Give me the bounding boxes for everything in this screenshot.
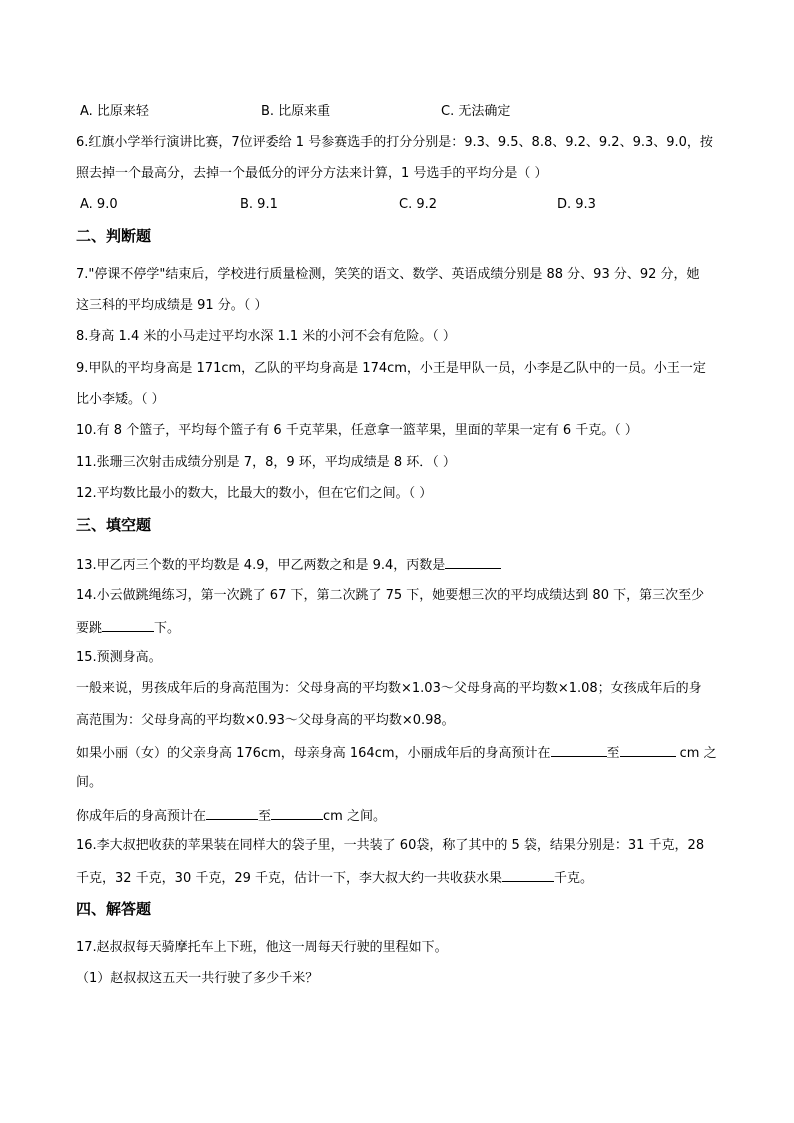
q14-text-a: 要跳 bbox=[76, 621, 103, 636]
q5-option-a: A. 比原来轻 bbox=[80, 104, 149, 119]
q15-line-2: 高范围为：父母身高的平均数×0.93～父母身高的平均数×0.98。 bbox=[76, 713, 455, 728]
q14-answer-blank[interactable] bbox=[102, 618, 154, 632]
q15-blank-3[interactable] bbox=[206, 806, 258, 820]
q15-blank-4[interactable] bbox=[271, 806, 323, 820]
q15-text-b: 至 bbox=[606, 746, 620, 761]
q15-line-3 bbox=[76, 743, 717, 763]
q6-option-d: D. 9.3 bbox=[557, 197, 596, 212]
q10-text: 10.有 8 个篮子，平均每个篮子有 6 千克苹果，任意拿一篮苹果，里面的苹果一定有 6 千克。（ ） bbox=[76, 423, 638, 438]
q6-options bbox=[0, 196, 794, 214]
q17-sub-1: （1）赵叔叔这五天一共行驶了多少千米？ bbox=[76, 971, 319, 986]
q13-answer-blank[interactable] bbox=[445, 555, 501, 569]
q15-text-a: 如果小丽（女）的父亲身高 176cm，母亲身高 164cm，小丽成年后的身高预计在 bbox=[76, 746, 551, 761]
q13-text: 13.甲乙丙三个数的平均数是 4.9，甲乙两数之和是 9.4，丙数是 bbox=[76, 558, 446, 573]
q13-line bbox=[76, 555, 501, 575]
q5-option-b: B. 比原来重 bbox=[261, 104, 331, 119]
q6-line-1: 6.红旗小学举行演讲比赛，7位评委给 1 号参赛选手的打分分别是：9.3、9.5、8.8、9.2、9.2、9.3、9.0，按 bbox=[76, 135, 713, 150]
q15-text-c: cm 之 bbox=[675, 746, 717, 761]
q14-line-2 bbox=[76, 618, 180, 638]
q11-text: 11.张珊三次射击成绩分别是 7，8，9 环，平均成绩是 8 环．（ ） bbox=[76, 455, 456, 470]
q6-option-b: B. 9.1 bbox=[240, 197, 278, 212]
q15-blank-2[interactable] bbox=[620, 743, 676, 757]
q15-text-f: cm 之间。 bbox=[323, 809, 386, 824]
q9-line-1: 9.甲队的平均身高是 171cm，乙队的平均身高是 174cm，小王是甲队一员，小李是乙队中的一员。小王一定 bbox=[76, 361, 706, 376]
q16-answer-blank[interactable] bbox=[502, 868, 554, 882]
q16-line-1: 16.李大叔把收获的苹果装在同样大的袋子里，一共装了 60袋，称了其中的 5 袋，结果分别是：31 千克，28 bbox=[76, 838, 705, 853]
q16-line-2 bbox=[76, 868, 593, 888]
section-4-title: 四、解答题 bbox=[76, 900, 152, 918]
q8-text: 8.身高 1.4 米的小马走过平均水深 1.1 米的小河不会有危险。（ ） bbox=[76, 329, 456, 344]
q15-text-e: 至 bbox=[258, 809, 272, 824]
q14-line-1: 14.小云做跳绳练习，第一次跳了 67 下，第二次跳了 75 下，她要想三次的平均成绩达到 80 下，第三次至少 bbox=[76, 588, 705, 603]
q12-text: 12.平均数比最小的数大，比最大的数小，但在它们之间。（ ） bbox=[76, 486, 433, 501]
q14-text-b: 下。 bbox=[154, 621, 181, 636]
q5-options bbox=[0, 103, 794, 121]
q15-title: 15.预测身高。 bbox=[76, 650, 162, 665]
section-2-title: 二、判断题 bbox=[76, 227, 152, 245]
section-3-title: 三、填空题 bbox=[76, 516, 152, 534]
q17-text: 17.赵叔叔每天骑摩托车上下班，他这一周每天行驶的里程如下。 bbox=[76, 940, 448, 955]
q15-line-5 bbox=[76, 806, 386, 826]
q7-line-1: 7."停课不停学"结束后，学校进行质量检测，笑笑的语文、数学、英语成绩分别是 88 分、93 分、92 分，她 bbox=[76, 267, 700, 282]
q6-option-c: C. 9.2 bbox=[399, 197, 438, 212]
q16-text-b: 千克。 bbox=[554, 871, 594, 886]
q6-line-2: 照去掉一个最高分，去掉一个最低分的评分方法来计算，1 号选手的平均分是（ ） bbox=[76, 166, 548, 181]
q9-line-2: 比小李矮。（ ） bbox=[76, 392, 165, 407]
q6-option-a: A. 9.0 bbox=[80, 197, 118, 212]
q15-line-1: 一般来说，男孩成年后的身高范围为：父母身高的平均数×1.03～父母身高的平均数×1.08；女孩成年后的身 bbox=[76, 681, 702, 696]
q15-line-4: 间。 bbox=[76, 775, 103, 790]
q7-line-2: 这三科的平均成绩是 91 分。（ ） bbox=[76, 298, 268, 313]
q5-option-c: C. 无法确定 bbox=[441, 104, 511, 119]
q16-text-a: 千克，32 千克，30 千克，29 千克，估计一下，李大叔大约一共收获水果 bbox=[76, 871, 503, 886]
q15-blank-1[interactable] bbox=[551, 743, 607, 757]
q15-text-d: 你成年后的身高预计在 bbox=[76, 809, 207, 824]
